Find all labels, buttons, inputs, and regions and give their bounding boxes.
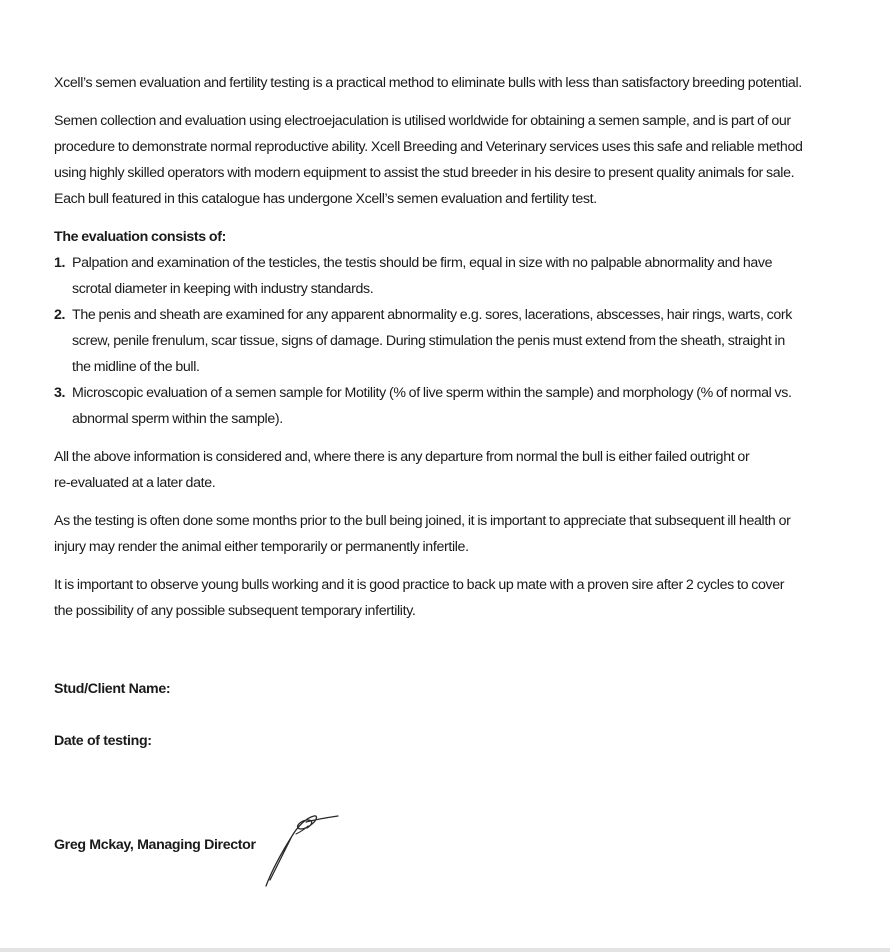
document-body [54,70,844,636]
timing-paragraph [54,508,844,560]
observe-line: the possibility of any possible subsequent temporary infertility. [54,603,416,619]
criteria-line: The penis and sheath are examined for any apparent abnormality e.g. sores, lacerations, abscesses, hair rings, warts, cork [72,307,793,323]
criteria-line: the midline of the bull. [72,359,200,375]
signatory-name: Greg Mckay, Managing Director [54,837,256,853]
intro-paragraph: Xcell’s semen evaluation and fertility testing is a practical method to eliminate bulls with less than satisfactory breeding potential. [54,75,802,91]
timing-line: As the testing is often done some months prior to the bull being joined, it is important to appreciate that subsequent ill health or [54,513,791,529]
departure-paragraph [54,444,844,496]
client-name-label: Stud/Client Name: [54,681,171,697]
collection-paragraph [54,108,844,212]
criteria-number: 3. [54,385,66,401]
departure-line: re-evaluated at a later date. [54,475,216,491]
observe-paragraph [54,572,844,624]
signature-image [262,808,346,892]
evaluation-heading: The evaluation consists of: [54,229,226,245]
criteria-line: abnormal sperm within the sample). [72,411,283,427]
criteria-item [54,380,844,432]
criteria-item [54,302,844,380]
testing-date-label: Date of testing: [54,733,152,749]
collection-line: Each bull featured in this catalogue has undergone Xcell’s semen evaluation and fertility test. [54,191,597,207]
criteria-line: Palpation and examination of the testicles, the testis should be firm, equal in size with no palpable abnormality and have [72,255,773,271]
collection-line: Semen collection and evaluation using electroejaculation is utilised worldwide for obtaining a semen sample, and is part of our [54,113,791,129]
page-bottom-divider [0,948,890,952]
criteria-line: Microscopic evaluation of a semen sample for Motility (% of live sperm within the sample) and morphology (% of normal vs. [72,385,792,401]
departure-line: All the above information is considered and, where there is any departure from normal the bull is either failed outright or [54,449,750,465]
criteria-number: 2. [54,307,66,323]
criteria-number: 1. [54,255,66,271]
evaluation-criteria-list [54,250,844,432]
criteria-line: scrotal diameter in keeping with industry standards. [72,281,374,297]
observe-line: It is important to observe young bulls working and it is good practice to back up mate with a proven sire after 2 cycles to cover [54,577,785,593]
criteria-line: screw, penile frenulum, scar tissue, signs of damage. During stimulation the penis must extend from the sheath, straight in [72,333,785,349]
collection-line: procedure to demonstrate normal reproductive ability. Xcell Breeding and Veterinary services uses this safe and reliable method [54,139,803,155]
collection-line: using highly skilled operators with modern equipment to assist the stud breeder in his desire to present quality animals for sale. [54,165,795,181]
criteria-item [54,250,844,302]
timing-line: injury may render the animal either temporarily or permanently infertile. [54,539,469,555]
